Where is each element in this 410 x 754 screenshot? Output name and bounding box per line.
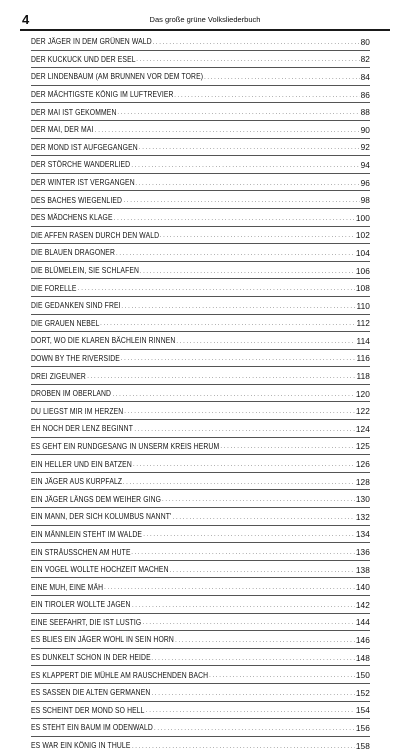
toc-entry (31, 244, 370, 262)
dot-leader (87, 371, 355, 381)
toc-entry-page: 96 (360, 177, 370, 188)
toc-entry-page: 138 (355, 564, 370, 575)
toc-entry (31, 156, 370, 174)
toc-entry-page: 134 (355, 529, 370, 540)
toc-entry-page: 122 (355, 406, 370, 417)
toc-entry (31, 174, 370, 192)
toc-entry-page: 128 (355, 476, 370, 487)
toc-entry-page: 86 (360, 89, 370, 100)
toc-entry-title: EINE MUH, EINE MÄH (31, 582, 104, 592)
toc-entry (31, 209, 370, 227)
toc-entry (31, 332, 370, 350)
dot-leader (139, 142, 360, 152)
toc-entry-title: DORT, WO DIE KLAREN BÄCHLEIN RINNEN (31, 336, 176, 346)
header-rule (20, 29, 390, 31)
toc-entry-page: 158 (355, 740, 370, 751)
toc-entry-page: 100 (355, 212, 370, 223)
toc-entry-page: 140 (355, 582, 370, 593)
dot-leader (123, 195, 359, 205)
toc-entry-page: 152 (355, 687, 370, 698)
toc-entry (31, 438, 370, 456)
toc-entry-title: DIE AFFEN RASEN DURCH DEN WALD (31, 230, 160, 240)
toc-entry-page: 148 (355, 652, 370, 663)
dot-leader (121, 353, 356, 363)
dot-leader (220, 441, 354, 451)
toc-entry-title: DER MAI, DER MAI (31, 125, 94, 135)
dot-leader (152, 688, 355, 698)
toc-entry-title: EIN JÄGER AUS KURPFALZ (31, 477, 123, 487)
dot-leader (78, 283, 355, 293)
toc-entry-page: 84 (360, 71, 370, 82)
toc-entry (31, 666, 370, 684)
toc-entry-title: DER LINDENBAUM (AM BRUNNEN VOR DEM TORE) (31, 72, 204, 82)
toc-entry-title: ES DUNKELT SCHON IN DER HEIDE (31, 653, 151, 663)
toc-entry (31, 103, 370, 121)
dot-leader (160, 230, 355, 240)
toc-entry-title: DER WINTER IST VERGANGEN (31, 178, 135, 188)
toc-entry-page: 144 (355, 617, 370, 628)
dot-leader (116, 248, 355, 258)
toc-entry-title: DIE FORELLE (31, 283, 77, 293)
dot-leader (151, 653, 355, 663)
toc-entry (31, 719, 370, 737)
toc-entry-page: 125 (355, 441, 370, 452)
toc-entry-page: 130 (355, 494, 370, 505)
toc-entry-page: 154 (355, 705, 370, 716)
toc-entry-title: EIN MANN, DER SICH KOLUMBUS NANNT' (31, 512, 172, 522)
dot-leader (132, 741, 355, 751)
toc-entry-page: 126 (355, 459, 370, 470)
toc-entry-page: 94 (360, 159, 370, 170)
dot-leader (154, 723, 355, 733)
toc-entry-title: ES KLAPPERT DIE MÜHLE AM RAUSCHENDEN BACH (31, 670, 209, 680)
toc-entry (31, 649, 370, 667)
dot-leader (135, 178, 359, 188)
toc-entry (31, 385, 370, 403)
dot-leader (170, 565, 355, 575)
toc-entry-title: EH NOCH DER LENZ BEGINNT (31, 424, 133, 434)
toc-entry-page: 150 (355, 670, 370, 681)
toc-entry-title: DIE BLAUEN DRAGONER (31, 248, 115, 258)
toc-entry-title: ES GEHT EIN RUNDGESANG IN UNSERM KREIS HERUM (31, 441, 220, 451)
page-number: 4 (22, 12, 30, 27)
dot-leader (176, 336, 355, 346)
toc-entry (31, 578, 370, 596)
toc-entry-title: DES MÄDCHENS KLAGE (31, 213, 113, 223)
toc-entry-title: EIN MÄNNLEIN STEHT IM WALDE (31, 529, 143, 539)
toc-entry (31, 191, 370, 209)
dot-leader (121, 301, 355, 311)
toc-entry-page: 82 (360, 54, 370, 65)
toc-entry-page: 106 (355, 265, 370, 276)
table-of-contents (31, 33, 370, 754)
toc-entry-page: 124 (355, 423, 370, 434)
toc-entry (31, 543, 370, 561)
toc-entry-page: 132 (355, 511, 370, 522)
toc-entry-page: 90 (360, 124, 370, 135)
toc-entry-page: 108 (355, 283, 370, 294)
dot-leader (100, 318, 355, 328)
toc-entry-title: DIE GEDANKEN SIND FREI (31, 301, 121, 311)
toc-entry-title: DER MOND IST AUFGEGANGEN (31, 142, 138, 152)
toc-entry-page: 110 (356, 300, 370, 311)
toc-entry-title: EIN VOGEL WOLLTE HOCHZEIT MACHEN (31, 565, 169, 575)
toc-entry-title: ES SASSEN DIE ALTEN GERMANEN (31, 688, 151, 698)
toc-entry-title: EIN HELLER UND EIN BATZEN (31, 459, 132, 469)
toc-entry-title: EIN JÄGER LÄNGS DEM WEIHER GING (31, 494, 162, 504)
toc-entry-page: 112 (356, 318, 370, 329)
book-title: Das große grüne Volksliederbuch (149, 15, 261, 24)
toc-entry-page: 142 (355, 599, 370, 610)
toc-entry-page: 156 (355, 722, 370, 733)
toc-entry-title: ES BLIES EIN JÄGER WOHL IN SEIN HORN (31, 635, 174, 645)
toc-entry-page: 92 (360, 142, 370, 153)
toc-entry-page: 114 (356, 335, 370, 346)
toc-entry-title: DER JÄGER IN DEM GRÜNEN WALD (31, 37, 152, 47)
dot-leader (140, 266, 355, 276)
toc-entry-title: EINE SEEFAHRT, DIE IST LUSTIG (31, 617, 142, 627)
toc-entry-title: DER KUCKUCK UND DER ESEL (31, 54, 136, 64)
toc-entry-title: DU LIEGST MIR IM HERZEN (31, 406, 124, 416)
toc-entry-page: 146 (355, 634, 370, 645)
dot-leader (173, 512, 355, 522)
dot-leader (104, 582, 355, 592)
toc-entry-title: EIN STRÄUSSCHEN AM HUTE (31, 547, 131, 557)
dot-leader (204, 72, 360, 82)
toc-entry-title: DIE GRAUEN NEBEL (31, 318, 100, 328)
toc-entry (31, 33, 370, 51)
toc-entry-title: ES SCHEINT DER MOND SO HELL (31, 705, 145, 715)
toc-entry (31, 68, 370, 86)
toc-entry-page: 118 (356, 371, 370, 382)
toc-entry (31, 526, 370, 544)
toc-entry-title: DES BACHES WIEGENLIED (31, 195, 123, 205)
toc-entry-title: DIE BLÜMELEIN, SIE SCHLAFEN (31, 266, 140, 276)
toc-entry (31, 227, 370, 245)
dot-leader (175, 635, 355, 645)
dot-leader (162, 494, 355, 504)
dot-leader (131, 547, 355, 557)
toc-entry-title: DER MAI IST GEKOMMEN (31, 107, 117, 117)
toc-entry-page: 102 (355, 230, 370, 241)
toc-entry-title: ES WAR EIN KÖNIG IN THULE (31, 741, 131, 751)
toc-entry-page: 136 (355, 547, 370, 558)
toc-entry (31, 279, 370, 297)
toc-entry (31, 737, 370, 754)
toc-entry-title: EIN TIROLER WOLLTE JAGEN (31, 600, 131, 610)
toc-entry-page: 80 (360, 36, 370, 47)
toc-entry-page: 88 (360, 107, 370, 118)
toc-entry (31, 508, 370, 526)
toc-entry (31, 139, 370, 157)
toc-entry (31, 262, 370, 280)
dot-leader (153, 37, 360, 47)
toc-entry (31, 350, 370, 368)
toc-entry (31, 455, 370, 473)
toc-entry (31, 51, 370, 69)
toc-entry-title: ES STEHT EIN BAUM IM ODENWALD (31, 723, 153, 733)
toc-entry (31, 315, 370, 333)
toc-entry-title: DROBEN IM OBERLAND (31, 389, 112, 399)
dot-leader (143, 529, 355, 539)
dot-leader (132, 600, 355, 610)
dot-leader (112, 389, 354, 399)
page-header (20, 12, 390, 28)
toc-entry-title: DER MÄCHTIGSTE KÖNIG IM LUFTREVIER (31, 90, 174, 100)
dot-leader (134, 424, 354, 434)
toc-entry (31, 561, 370, 579)
toc-entry (31, 631, 370, 649)
toc-entry-page: 120 (355, 388, 370, 399)
toc-entry-title: DOWN BY THE RIVERSIDE (31, 353, 120, 363)
toc-entry (31, 420, 370, 438)
toc-entry (31, 702, 370, 720)
dot-leader (95, 125, 360, 135)
toc-entry (31, 473, 370, 491)
dot-leader (174, 90, 359, 100)
dot-leader (123, 477, 355, 487)
dot-leader (124, 406, 355, 416)
toc-entry (31, 402, 370, 420)
toc-entry-page: 98 (360, 195, 370, 206)
toc-entry (31, 614, 370, 632)
dot-leader (143, 617, 355, 627)
toc-entry-page: 116 (356, 353, 370, 364)
toc-entry (31, 367, 370, 385)
toc-entry (31, 121, 370, 139)
toc-entry (31, 490, 370, 508)
toc-entry (31, 596, 370, 614)
toc-entry (31, 86, 370, 104)
toc-entry-title: DER STÖRCHE WANDERLIED (31, 160, 131, 170)
toc-entry (31, 297, 370, 315)
dot-leader (146, 705, 355, 715)
dot-leader (133, 459, 355, 469)
dot-leader (209, 670, 355, 680)
toc-entry-page: 104 (355, 247, 370, 258)
toc-entry (31, 684, 370, 702)
dot-leader (136, 54, 359, 64)
dot-leader (117, 107, 359, 117)
dot-leader (131, 160, 359, 170)
toc-entry-title: DREI ZIGEUNER (31, 371, 86, 381)
dot-leader (114, 213, 355, 223)
